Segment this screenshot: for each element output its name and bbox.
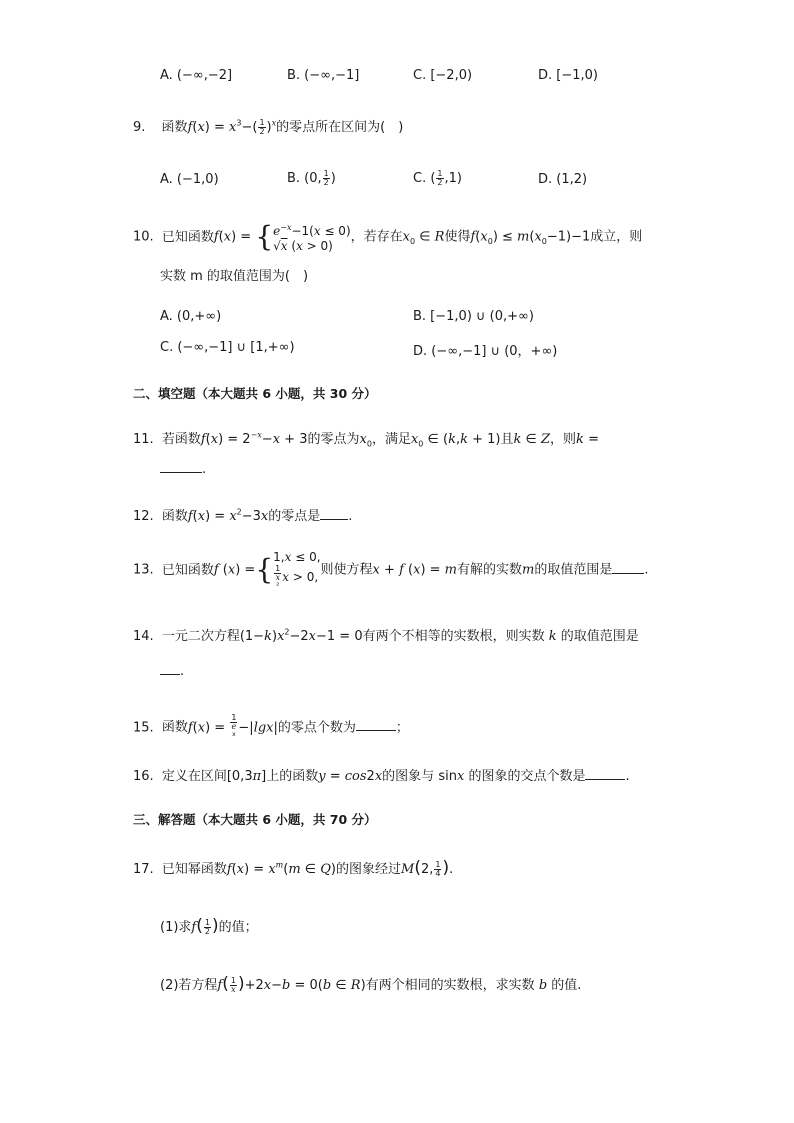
- q8-option-c: C. [−2,0): [413, 68, 473, 83]
- q12-stem: 12. 函数$f(x) = x^2-3x$的零点是 .: [133, 507, 353, 524]
- q9-number: 9.: [133, 120, 146, 135]
- q9-suffix: 的零点所在区间为( ): [276, 120, 404, 135]
- q16-answer-blank[interactable]: [585, 767, 625, 780]
- q17-stem: 17. 已知幂函数$f(x) = x^m(m$ ∈ Q)的图象经过M(2, $\frac{1}{4}$ ).: [133, 858, 454, 878]
- q9-option-d: D. (1,2): [538, 172, 588, 187]
- q10-option-a: A. (0,+∞): [160, 309, 222, 324]
- q9-stem: 9. 函数$f(x) = x^3-$( $\frac{1}{2}$ )$^x$的零点所在区间为( ): [133, 118, 404, 136]
- q13-answer-blank[interactable]: [612, 561, 644, 574]
- q9-option-c: C. ( $\frac{1}{2}$ ,1): [413, 169, 462, 187]
- q11-stem: 11. 若函数$f(x) = 2^{-x}-x + 3$的零点为$x_0$，满足$x_0$ ∈ (k,k + 1)且k ∈ Z，则k =: [133, 430, 599, 449]
- q8-option-d: D. [−1,0): [538, 68, 598, 83]
- q14-answer-blank[interactable]: .: [160, 662, 184, 679]
- section-fill-in-title: 二、填空题（本大题共 6 小题，共 30 分）: [133, 386, 377, 401]
- q13-stem: 13. 已知函数f (x) ={ 1,x ≤ 0, 1 x ² x > 0, 则使方程x + f (x) = m有解的实数m的取值范围是 .: [133, 550, 649, 590]
- q15-stem: 15. 函数f(x) = 1 e $^x$ −|lgx|的零点个数为 ；: [133, 713, 409, 738]
- q17-part1: (1)求f( $\frac{1}{2}$ )的值；: [160, 916, 258, 936]
- q10-option-b: B. [−1,0) ∪ (0,+∞): [413, 309, 534, 324]
- q10-stem-line1: 10. 已知函数f(x) = { $e^{-x}-1(x \le 0)$ √x (x > 0) ，若存在$x_0$ ∈ R使得$f(x_0) \le m(x_0-1)-1$成立，则: [133, 220, 643, 253]
- q17-part2: (2)若方程f( $\frac{1}{x}$ )+2x−b = 0(b ∈ R)有两个相同的实数根，求实数 b 的值.: [160, 974, 582, 994]
- q9-prefix: 函数: [161, 120, 188, 135]
- q15-answer-blank[interactable]: [356, 718, 396, 731]
- q10-option-d: D. (−∞,−1] ∪ (0，+∞): [413, 344, 558, 359]
- section-solution-title: 三、解答题（本大题共 6 小题，共 70 分）: [133, 812, 377, 827]
- q14-stem: 14. 一元二次方程$(1-k)x^2-2x-1 = 0$有两个不相等的实数根，则实数 k 的取值范围是: [133, 627, 639, 644]
- q10-number: 10.: [133, 229, 154, 245]
- q10-option-c: C. (−∞,−1] ∪ [1,+∞): [160, 340, 295, 355]
- q8-option-a: A. (−∞,−2]: [160, 68, 233, 83]
- q10-stem-line2: 实数 m 的取值范围为( ): [160, 269, 309, 284]
- q12-answer-blank[interactable]: [320, 507, 348, 520]
- q8-option-b: B. (−∞,−1]: [287, 68, 360, 83]
- q11-answer-blank[interactable]: .: [160, 460, 206, 477]
- q9-option-a: A. (−1,0): [160, 172, 219, 187]
- q16-stem: 16. 定义在区间[0,3π]上的函数y = cos2x的图象与 sinx 的图象的交点个数是 .: [133, 769, 630, 784]
- q9-option-b: B. (0, $\frac{1}{2}$ ): [287, 169, 336, 187]
